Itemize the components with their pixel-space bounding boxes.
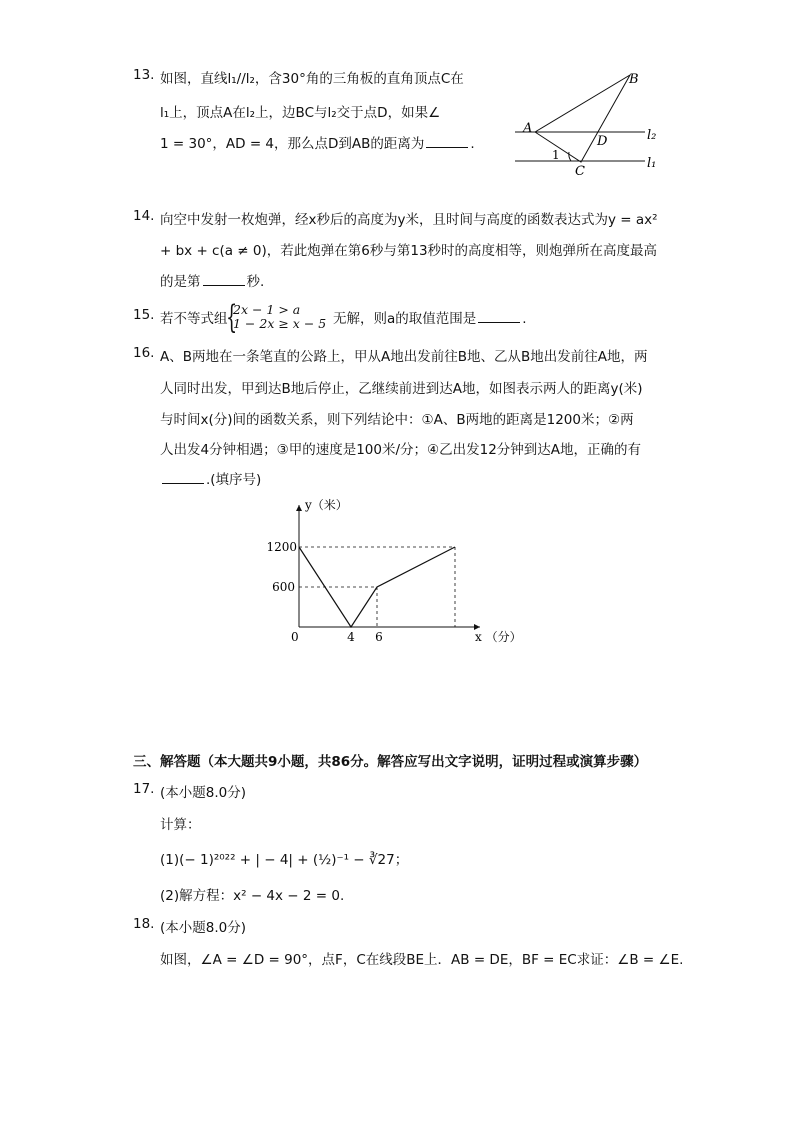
x-tick-label-4: 4	[347, 630, 355, 644]
series-line	[299, 547, 455, 627]
triangle-abc	[535, 75, 630, 162]
question-17-intro: 计算：	[160, 817, 201, 833]
question-16-line-1: A、B两地在一条笔直的公路上，甲从A地出发前往B地、乙从B地出发前往A地，两	[160, 349, 648, 365]
question-16-line-5	[160, 468, 261, 488]
question-15-number: 15.	[133, 307, 155, 323]
inequality-system	[233, 303, 326, 331]
x-tick-label-6: 6	[375, 630, 383, 644]
question-13-period: .	[470, 136, 475, 152]
question-16-line-2: 人同时出发，甲到达B地后停止，乙继续前进到达A地，如图表示两人的距离y(米)	[160, 381, 643, 397]
label-l1: l₁	[647, 156, 657, 171]
answer-blank-16[interactable]	[162, 471, 204, 484]
x-axis-label: x （分）	[475, 630, 522, 644]
question-14-text: 的是第	[160, 274, 201, 290]
question-13-line-1: 如图，直线l₁//l₂，含30°角的三角板的直角顶点C在	[160, 71, 464, 87]
question-14-line-1: 向空中发射一枚炮弹，经x秒后的高度为y米，且时间与高度的函数表达式为y = ax²	[160, 212, 658, 228]
inequality-row-2: 1 − 2x ≥ x − 5	[233, 316, 327, 331]
answer-blank-15[interactable]	[478, 310, 520, 323]
y-axis-label: y（米）	[305, 498, 348, 512]
question-13-text: 1 = 30°，AD = 4，那么点D到AB的距离为	[160, 136, 425, 152]
figure-13-diagram	[505, 65, 675, 180]
question-16-line-3: 与时间x(分)间的函数关系，则下列结论中：①A、B两地的距离是1200米；②两	[160, 412, 634, 428]
section-3-title: 三、解答题（本大题共9小题，共86分。解答应写出文字说明，证明过程或演算步骤）	[133, 754, 648, 770]
question-14-line-2: + bx + c(a ≠ 0)，若此炮弹在第6秒与第13秒时的高度相等，则炮弹所在高度最高	[160, 243, 658, 259]
question-15-text: 无解，则a的取值范围是	[333, 311, 477, 327]
question-18-text: 如图，∠A = ∠D = 90°，点F，C在线段BE上．AB = DE，BF = EC求证：∠B = ∠E.	[160, 952, 684, 968]
question-15-prefix: 若不等式组	[160, 311, 228, 327]
brace-symbol: {	[226, 298, 238, 336]
question-15-line	[333, 307, 527, 327]
question-17-part-2: (2)解方程：x² − 4x − 2 = 0.	[160, 888, 345, 904]
question-17-part-1: (1)(− 1)²⁰²² + | − 4| + (½)⁻¹ − ∛27；	[160, 852, 409, 868]
origin-label: 0	[291, 630, 299, 644]
question-16-number: 16.	[133, 345, 155, 361]
label-b: B	[629, 72, 639, 87]
label-a: A	[523, 121, 533, 136]
question-14-suffix: 秒.	[246, 274, 265, 290]
question-14-line-3	[160, 270, 264, 290]
label-angle-1: 1	[552, 148, 560, 162]
question-18-score: (本小题8.0分)	[160, 920, 247, 936]
question-13-number: 13.	[133, 67, 155, 83]
label-c: C	[575, 164, 585, 179]
inequality-row-1: 2x − 1 > a	[233, 302, 301, 317]
label-l2: l₂	[647, 128, 657, 143]
question-15-period: .	[522, 311, 527, 327]
y-tick-label-1200: 1200	[266, 540, 297, 554]
label-d: D	[597, 134, 608, 149]
question-17-number: 17.	[133, 781, 155, 797]
question-17-score: (本小题8.0分)	[160, 785, 247, 801]
question-13-line-3	[160, 132, 475, 152]
question-16-line-4: 人出发4分钟相遇；③甲的速度是100米/分；④乙出发12分钟到达A地，正确的有	[160, 442, 642, 458]
question-18-number: 18.	[133, 916, 155, 932]
question-13-line-2: l₁上，顶点A在l₂上，边BC与l₂交于点D，如果∠	[160, 105, 441, 121]
distance-time-chart	[265, 495, 535, 655]
answer-blank-14[interactable]	[203, 273, 245, 286]
y-tick-label-600: 600	[272, 580, 295, 594]
angle-1-arc	[569, 152, 571, 161]
question-14-number: 14.	[133, 208, 155, 224]
question-16-suffix: .(填序号)	[206, 472, 262, 488]
answer-blank-13[interactable]	[426, 135, 468, 148]
